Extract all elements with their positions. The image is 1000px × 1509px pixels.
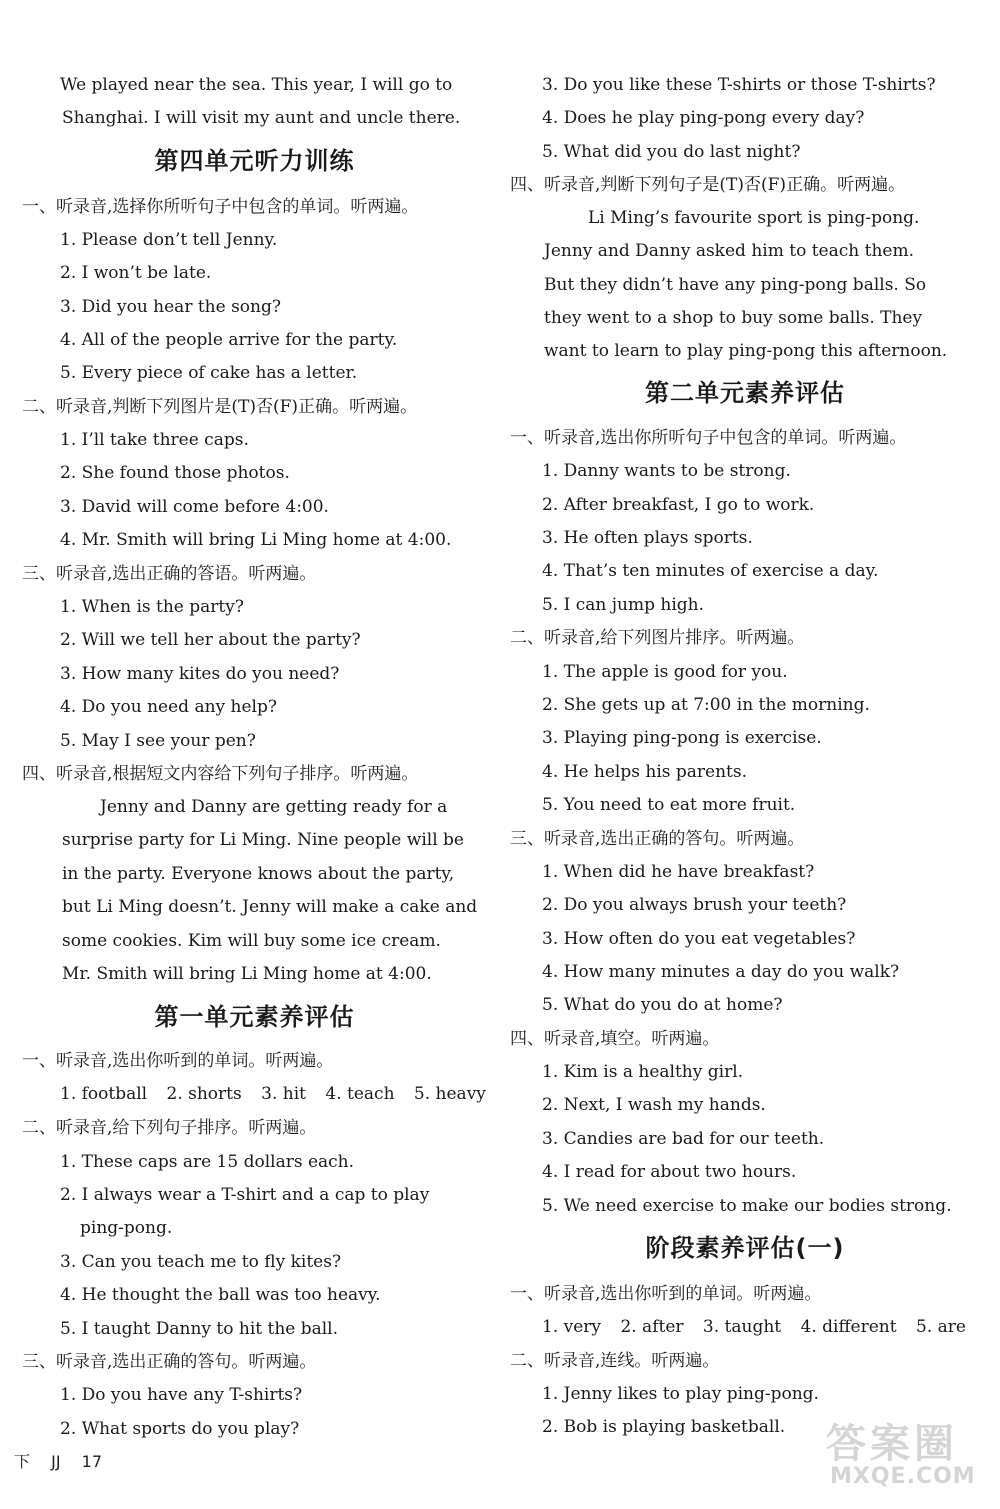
u4-s1-item: 3. Did you hear the song? (60, 297, 281, 317)
unit1-title: 第一单元素养评估 (154, 1003, 355, 1031)
u2-s4-item: 5. We need exercise to make our bodies strong. (542, 1196, 952, 1216)
u1-section2-heading: 二、听录音,给下列句子排序。听两遍。 (22, 1118, 317, 1138)
u1-s2-item: 3. Can you teach me to fly kites? (60, 1252, 342, 1272)
u2-s3-item: 5. What do you do at home? (542, 995, 783, 1015)
u1-passage-line: they went to a shop to buy some balls. They (544, 308, 923, 328)
word-option: 1. football (60, 1084, 148, 1104)
u2-s4-item: 3. Candies are bad for our teeth. (542, 1129, 825, 1149)
u2-s3-item: 4. How many minutes a day do you walk? (542, 962, 900, 982)
u2-s4-item: 1. Kim is a healthy girl. (542, 1062, 744, 1082)
u1-s2-item: 4. He thought the ball was too heavy. (60, 1285, 381, 1305)
u1-section3-heading: 三、听录音,选出正确的答句。听两遍。 (22, 1352, 317, 1372)
u2-s2-item: 1. The apple is good for you. (542, 662, 788, 682)
u1-s3-item: 4. Does he play ping-pong every day? (542, 108, 865, 128)
u1-s2-item-cont: ping-pong. (80, 1218, 173, 1238)
u2-s2-item: 4. He helps his parents. (542, 762, 747, 782)
u1-passage-line: But they didn’t have any ping-pong balls. So (544, 275, 927, 295)
word-option: 5. heavy (413, 1084, 486, 1104)
u1-s2-item: 5. I taught Danny to hit the ball. (60, 1319, 339, 1339)
u4-s1-item: 1. Please don’t tell Jenny. (60, 230, 278, 250)
stage-section1-heading: 一、听录音,选出你听到的单词。听两遍。 (510, 1284, 822, 1304)
u4-s1-item: 5. Every piece of cake has a letter. (60, 363, 358, 383)
u2-s3-item: 2. Do you always brush your teeth? (542, 895, 847, 915)
u2-s2-item: 2. She gets up at 7:00 in the morning. (542, 695, 870, 715)
u4-s1-item: 4. All of the people arrive for the party. (60, 330, 398, 350)
intro-line: Shanghai. I will visit my aunt and uncle there. (62, 108, 461, 128)
u4-passage-line: Mr. Smith will bring Li Ming home at 4:00. (62, 964, 432, 984)
u1-passage-line: Jenny and Danny asked him to teach them. (544, 241, 914, 261)
page-footer (14, 1452, 118, 1472)
u2-section3-heading: 三、听录音,选出正确的答句。听两遍。 (510, 829, 805, 849)
stage-s2-item: 2. Bob is playing basketball. (542, 1417, 786, 1437)
u1-section4-heading: 四、听录音,判断下列句子是(T)否(F)正确。听两遍。 (510, 175, 906, 195)
stage-s2-item: 1. Jenny likes to play ping-pong. (542, 1384, 819, 1404)
word-option: 4. different (800, 1317, 897, 1337)
u1-s3-item: 2. What sports do you play? (60, 1419, 300, 1439)
u4-s3-item: 4. Do you need any help? (60, 697, 277, 717)
u2-s1-item: 5. I can jump high. (542, 595, 704, 615)
u4-s3-item: 1. When is the party? (60, 597, 244, 617)
watermark-logo (820, 1412, 990, 1504)
u4-s1-item: 2. I won’t be late. (60, 263, 212, 283)
footer-mark: 下 (14, 1452, 31, 1471)
u4-s3-item: 2. Will we tell her about the party? (60, 630, 361, 650)
u1-section1-heading: 一、听录音,选出你听到的单词。听两遍。 (22, 1051, 334, 1071)
unit4-title: 第四单元听力训练 (154, 147, 355, 175)
u1-s2-item: 2. I always wear a T-shirt and a cap to play (60, 1185, 430, 1205)
footer-code: JJ (51, 1452, 61, 1471)
u1-s3-item: 3. Do you like these T-shirts or those T-shirts? (542, 75, 936, 95)
u4-s3-item: 3. How many kites do you need? (60, 664, 340, 684)
u2-section4-heading: 四、听录音,填空。听两遍。 (510, 1029, 720, 1049)
u2-s1-item: 2. After breakfast, I go to work. (542, 495, 815, 515)
u1-passage-line: Li Ming’s favourite sport is ping-pong. (588, 208, 920, 228)
word-option: 5. are (916, 1317, 966, 1337)
word-option: 2. after (620, 1317, 684, 1337)
u1-s3-item: 5. What did you do last night? (542, 142, 801, 162)
u4-s2-item: 4. Mr. Smith will bring Li Ming home at 4:00. (60, 530, 452, 550)
u2-s1-item: 3. He often plays sports. (542, 528, 753, 548)
page-number: 17 (81, 1452, 102, 1471)
u2-section1-heading: 一、听录音,选出你所听句子中包含的单词。听两遍。 (510, 428, 907, 448)
stage-s1-word-row (510, 1316, 980, 1338)
u2-s1-item: 1. Danny wants to be strong. (542, 461, 791, 481)
u4-section3-heading: 三、听录音,选出正确的答语。听两遍。 (22, 564, 317, 584)
u2-s4-item: 4. I read for about two hours. (542, 1162, 797, 1182)
stage-section2-heading: 二、听录音,连线。听两遍。 (510, 1351, 720, 1371)
intro-line: We played near the sea. This year, I will go to (60, 75, 453, 95)
u2-s4-item: 2. Next, I wash my hands. (542, 1095, 766, 1115)
u4-passage-line: but Li Ming doesn’t. Jenny will make a cake and (62, 897, 478, 917)
u4-s2-item: 2. She found those photos. (60, 463, 290, 483)
u2-s3-item: 3. How often do you eat vegetables? (542, 929, 856, 949)
u4-section1-heading: 一、听录音,选择你所听句子中包含的单词。听两遍。 (22, 197, 419, 217)
u4-passage-line: Jenny and Danny are getting ready for a (100, 797, 448, 817)
word-option: 3. hit (261, 1084, 306, 1104)
watermark-url: MXQE.COM (830, 1464, 976, 1489)
word-option: 3. taught (702, 1317, 782, 1337)
u4-s2-item: 1. I’ll take three caps. (60, 430, 249, 450)
u2-s3-item: 1. When did he have breakfast? (542, 862, 815, 882)
u2-s1-item: 4. That’s ten minutes of exercise a day. (542, 561, 879, 581)
u4-passage-line: in the party. Everyone knows about the party, (62, 864, 455, 884)
u1-s3-item: 1. Do you have any T-shirts? (60, 1385, 303, 1405)
u2-section2-heading: 二、听录音,给下列图片排序。听两遍。 (510, 628, 805, 648)
word-option: 2. shorts (166, 1084, 242, 1104)
u4-passage-line: some cookies. Kim will buy some ice cream. (62, 931, 441, 951)
u2-s2-item: 5. You need to eat more fruit. (542, 795, 796, 815)
u1-s2-item: 1. These caps are 15 dollars each. (60, 1152, 355, 1172)
unit2-title: 第二单元素养评估 (645, 379, 845, 407)
u1-passage-line: want to learn to play ping-pong this afternoon. (544, 341, 948, 361)
u1-s1-word-row (22, 1083, 500, 1105)
u4-section4-heading: 四、听录音,根据短文内容给下列句子排序。听两遍。 (22, 764, 419, 784)
word-option: 4. teach (325, 1084, 395, 1104)
u4-s3-item: 5. May I see your pen? (60, 731, 256, 751)
u2-s2-item: 3. Playing ping-pong is exercise. (542, 728, 822, 748)
watermark-text: 答案圈 (826, 1421, 958, 1467)
u4-s2-item: 3. David will come before 4:00. (60, 497, 329, 517)
u4-passage-line: surprise party for Li Ming. Nine people will be (62, 830, 464, 850)
word-option: 1. very (542, 1317, 602, 1337)
u4-section2-heading: 二、听录音,判断下列图片是(T)否(F)正确。听两遍。 (22, 397, 418, 417)
stage-title: 阶段素养评估(一) (645, 1234, 845, 1262)
